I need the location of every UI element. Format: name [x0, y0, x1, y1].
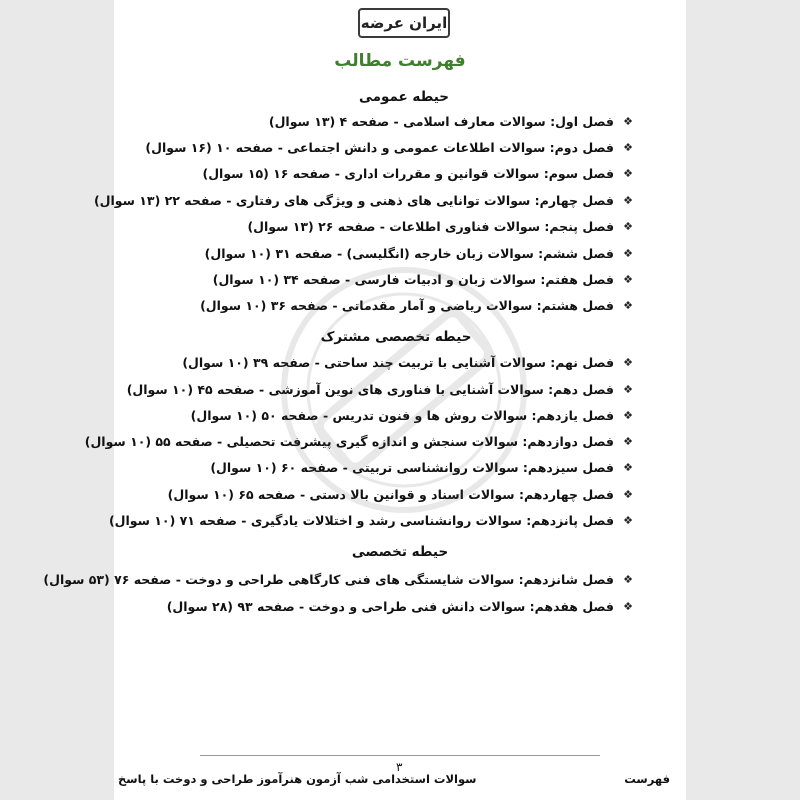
bullet-icon: ❖ [623, 220, 633, 233]
footer-section-label: فهرست [624, 772, 670, 786]
toc-item[interactable]: ❖ فصل شانزدهم: سوالات شایستگی های فنی کارگاهی طراحی و دوخت - صفحه ۷۶ (۵۳ سوال) [43, 572, 633, 587]
page-number: ۳ [396, 760, 403, 774]
bullet-icon: ❖ [623, 194, 633, 207]
section-title-shared-specialized: حیطه تخصصی مشترک [320, 329, 472, 345]
toc-item[interactable]: ❖ فصل هفتم: سوالات زبان و ادبیات فارسی - صفحه ۳۴ (۱۰ سوال) [212, 272, 633, 287]
toc-item[interactable]: ❖ فصل پانزدهم: سوالات روانشناسی رشد و اختلالات یادگیری - صفحه ۷۱ (۱۰ سوال) [108, 513, 633, 528]
section-title-specialized: حیطه تخصصی [351, 544, 449, 560]
bullet-icon: ❖ [623, 514, 633, 527]
toc-item[interactable]: ❖ فصل نهم: سوالات آشنایی با تربیت چند ساحتی - صفحه ۳۹ (۱۰ سوال) [182, 355, 633, 370]
document-page [43, 0, 686, 800]
footer-divider [200, 755, 600, 756]
toc-item[interactable]: ❖ فصل هفدهم: سوالات دانش فنی طراحی و دوخت - صفحه ۹۳ (۲۸ سوال) [166, 599, 633, 614]
bullet-icon: ❖ [623, 115, 633, 128]
toc-item[interactable]: ❖ فصل دوم: سوالات اطلاعات عمومی و دانش اجتماعی - صفحه ۱۰ (۱۶ سوال) [145, 140, 633, 155]
toc-item[interactable]: ❖ فصل هشتم: سوالات ریاضی و آمار مقدماتی - صفحه ۳۶ (۱۰ سوال) [200, 298, 633, 313]
bullet-icon: ❖ [623, 356, 633, 369]
bullet-icon: ❖ [623, 141, 633, 154]
toc-item[interactable]: ❖ فصل دوازدهم: سوالات سنجش و اندازه گیری پیشرفت تحصیلی - صفحه ۵۵ (۱۰ سوال) [84, 434, 633, 449]
toc-item[interactable]: ❖ فصل دهم: سوالات آشنایی با فناوری های نوین آموزشی - صفحه ۴۵ (۱۰ سوال) [126, 382, 633, 397]
section-title-general: حیطه عمومی [358, 89, 450, 105]
bullet-icon: ❖ [623, 600, 633, 613]
bullet-icon: ❖ [623, 247, 633, 260]
bullet-icon: ❖ [623, 461, 633, 474]
bullet-icon: ❖ [623, 435, 633, 448]
toc-item[interactable]: ❖ فصل یازدهم: سوالات روش ها و فنون تدریس - صفحه ۵۰ (۱۰ سوال) [190, 408, 633, 423]
page-title: فهرست مطالب [334, 51, 466, 71]
toc-item[interactable]: ❖ فصل پنجم: سوالات فناوری اطلاعات - صفحه ۲۶ (۱۳ سوال) [247, 219, 633, 234]
toc-item[interactable]: ❖ فصل چهارم: سوالات توانایی های ذهنی و ویژگی های رفتاری - صفحه ۲۲ (۱۳ سوال) [93, 193, 633, 208]
toc-item[interactable]: ❖ فصل اول: سوالات معارف اسلامی - صفحه ۴ (۱۳ سوال) [268, 114, 633, 129]
brand-logo [358, 8, 450, 38]
toc-item[interactable]: ❖ فصل سیزدهم: سوالات روانشناسی تربیتی - صفحه ۶۰ (۱۰ سوال) [210, 460, 633, 475]
bullet-icon: ❖ [623, 383, 633, 396]
bullet-icon: ❖ [623, 409, 633, 422]
bullet-icon: ❖ [623, 167, 633, 180]
toc-item[interactable]: ❖ فصل ششم: سوالات زبان خارجه (انگلیسی) - صفحه ۳۱ (۱۰ سوال) [204, 246, 633, 261]
bullet-icon: ❖ [623, 299, 633, 312]
logo-text: ایران عرضه [360, 14, 448, 32]
toc-item[interactable]: ❖ فصل سوم: سوالات قوانین و مقررات اداری - صفحه ۱۶ (۱۵ سوال) [202, 166, 633, 181]
bullet-icon: ❖ [623, 573, 633, 586]
toc-item[interactable]: ❖ فصل چهاردهم: سوالات اسناد و قوانین بالا دستی - صفحه ۶۵ (۱۰ سوال) [167, 487, 633, 502]
bullet-icon: ❖ [623, 273, 633, 286]
bullet-icon: ❖ [623, 488, 633, 501]
footer-book-title: سوالات استخدامی شب آزمون هنرآموز طراحی و دوخت با پاسخ [118, 772, 477, 786]
